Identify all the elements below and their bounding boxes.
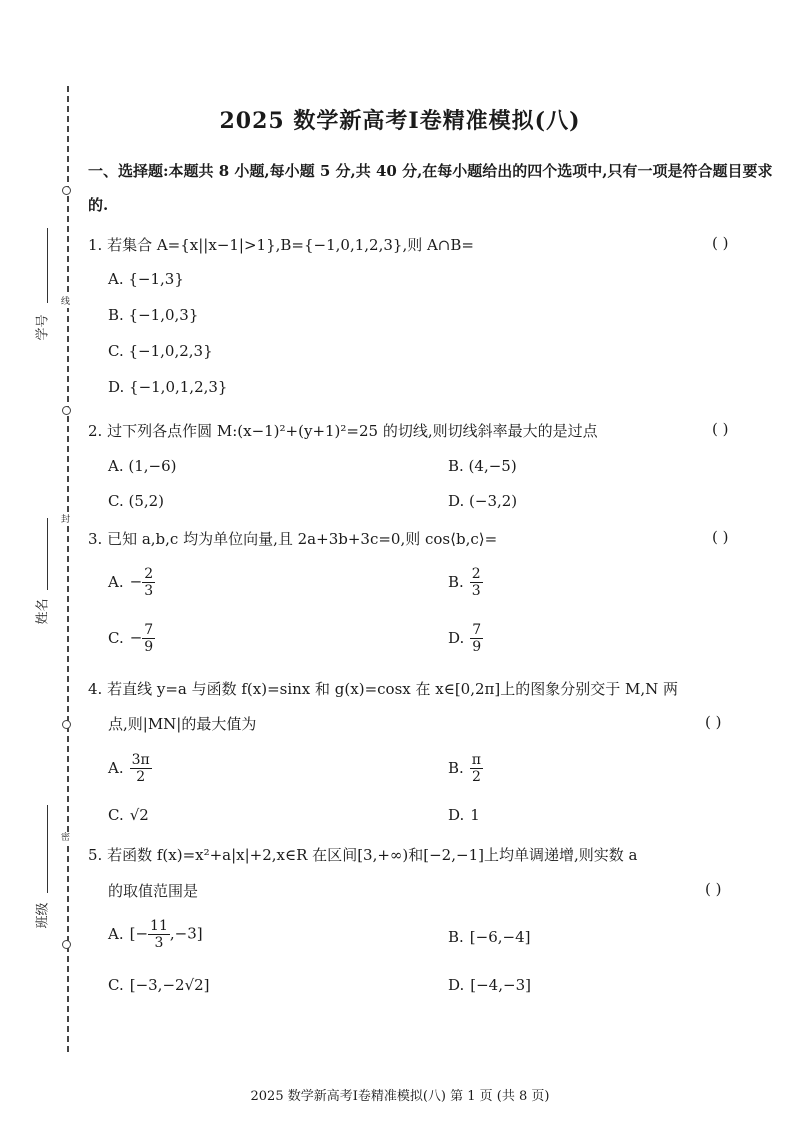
fraction-numerator: π: [471, 752, 481, 768]
student-id-blank[interactable]: [47, 228, 48, 303]
option-label: B.: [448, 928, 464, 946]
fraction-numerator: 3π: [131, 752, 150, 768]
fraction-denominator: 9: [144, 639, 154, 655]
fraction-numerator: 11: [150, 918, 168, 934]
class-label: 班级: [35, 902, 51, 929]
question-1-option-b[interactable]: B. {−1,0,3}: [108, 306, 199, 324]
option-label: C.: [108, 806, 124, 824]
question-2-option-b[interactable]: B. (4,−5): [448, 457, 517, 475]
option-sign: −: [129, 572, 143, 591]
question-2-option-a[interactable]: A. (1,−6): [108, 457, 177, 475]
fraction: [130, 752, 152, 785]
answer-paren[interactable]: ( ): [705, 713, 722, 731]
fraction: [470, 622, 483, 655]
option-label: D.: [448, 976, 465, 994]
question-3-option-b[interactable]: [448, 566, 483, 599]
option-value: √2: [129, 806, 149, 824]
question-2-stem: 2. 过下列各点作圆 M:(x−1)²+(y+1)²=25 的切线,则切线斜率最大的是过点: [88, 422, 598, 440]
binding-ring-icon: [62, 940, 71, 949]
fraction-numerator: 7: [144, 622, 154, 638]
fraction: [470, 566, 483, 599]
question-4-option-d[interactable]: [448, 806, 480, 824]
fraction-denominator: 3: [471, 583, 481, 599]
cut-char-seal: 封: [61, 515, 71, 525]
fraction: [470, 752, 483, 785]
page-title: 2025 数学新高考Ⅰ卷精准模拟(八): [219, 108, 581, 134]
fraction: [142, 622, 155, 655]
question-1-stem: 1. 若集合 A={x||x−1|>1},B={−1,0,1,2,3},则 A∩B=: [88, 236, 474, 254]
answer-paren[interactable]: ( ): [705, 880, 722, 898]
option-label: A.: [108, 572, 124, 591]
section-header: 一、选择题:本题共 8 小题,每小题 5 分,共 40 分,在每小题给出的四个选项中,只有一项是符合题目要求的.: [88, 162, 773, 214]
question-4-stem-line-2: 点,则|MN|的最大值为: [108, 715, 257, 733]
option-value: [−6,−4]: [469, 928, 531, 946]
cut-char-line: 线: [61, 297, 71, 307]
question-5-option-d[interactable]: [448, 976, 531, 994]
student-id-label: 学号: [35, 314, 51, 341]
option-label: D.: [448, 628, 465, 647]
question-1-option-c[interactable]: C. {−1,0,2,3}: [108, 342, 213, 360]
binding-ring-icon: [62, 186, 71, 195]
page-footer: 2025 数学新高考Ⅰ卷精准模拟(八) 第 1 页 (共 8 页): [250, 1089, 550, 1104]
fraction-denominator: 3: [154, 935, 164, 951]
question-4-option-c[interactable]: [108, 806, 149, 824]
question-4-option-a[interactable]: [108, 752, 152, 785]
class-blank[interactable]: [47, 805, 48, 893]
cut-char-secret: 密: [61, 833, 71, 843]
answer-paren[interactable]: ( ): [712, 234, 729, 252]
option-label: A.: [108, 924, 124, 943]
question-2-option-d[interactable]: D. (−3,2): [448, 492, 518, 510]
question-4-stem-line-1: 4. 若直线 y=a 与函数 f(x)=sinx 和 g(x)=cosx 在 x∈[0,2π]上的图象分别交于 M,N 两: [88, 680, 679, 698]
question-3-stem: 3. 已知 a,b,c 均为单位向量,且 2a+3b+3c=0,则 cos⟨b,c⟩=: [88, 530, 498, 548]
fraction-denominator: 9: [472, 639, 482, 655]
option-label: B.: [448, 758, 464, 777]
option-value: 1: [470, 806, 480, 824]
question-2-option-c[interactable]: C. (5,2): [108, 492, 165, 510]
question-4-option-b[interactable]: [448, 752, 483, 785]
fraction-numerator: 2: [144, 566, 154, 582]
question-5-stem-line-1: 5. 若函数 f(x)=x²+a|x|+2,x∈R 在区间[3,+∞)和[−2,−1]上均单调递增,则实数 a: [88, 846, 638, 864]
question-5-stem-line-2: 的取值范围是: [108, 882, 199, 900]
option-value: [−3,−2√2]: [129, 976, 210, 994]
fraction-numerator: 2: [471, 566, 481, 582]
interval-close: ,−3]: [169, 924, 203, 943]
question-1-option-d[interactable]: D. {−1,0,1,2,3}: [108, 378, 228, 396]
question-3-option-d[interactable]: [448, 622, 483, 655]
interval-open: [−: [129, 924, 149, 943]
question-1-option-a[interactable]: A. {−1,3}: [108, 270, 184, 288]
question-5-option-b[interactable]: [448, 928, 531, 946]
option-label: C.: [108, 628, 124, 647]
fraction-denominator: 2: [136, 769, 146, 785]
option-label: D.: [448, 806, 465, 824]
binding-dashed-line: [67, 86, 69, 1052]
binding-ring-icon: [62, 406, 71, 415]
question-3-option-a[interactable]: [108, 566, 155, 599]
fraction-denominator: 2: [471, 769, 481, 785]
fraction: [148, 918, 170, 951]
option-sign: −: [129, 628, 143, 647]
answer-paren[interactable]: ( ): [712, 528, 729, 546]
name-blank[interactable]: [47, 518, 48, 590]
option-label: A.: [108, 758, 124, 777]
fraction-denominator: 3: [144, 583, 154, 599]
option-label: C.: [108, 976, 124, 994]
answer-paren[interactable]: ( ): [712, 420, 729, 438]
option-label: B.: [448, 572, 464, 591]
question-3-option-c[interactable]: [108, 622, 155, 655]
name-label: 姓名: [35, 598, 51, 625]
option-value: [−4,−3]: [470, 976, 531, 994]
question-5-option-a[interactable]: [108, 918, 203, 951]
question-5-option-c[interactable]: [108, 976, 210, 994]
fraction-numerator: 7: [472, 622, 482, 638]
fraction: [142, 566, 155, 599]
binding-ring-icon: [62, 720, 71, 729]
